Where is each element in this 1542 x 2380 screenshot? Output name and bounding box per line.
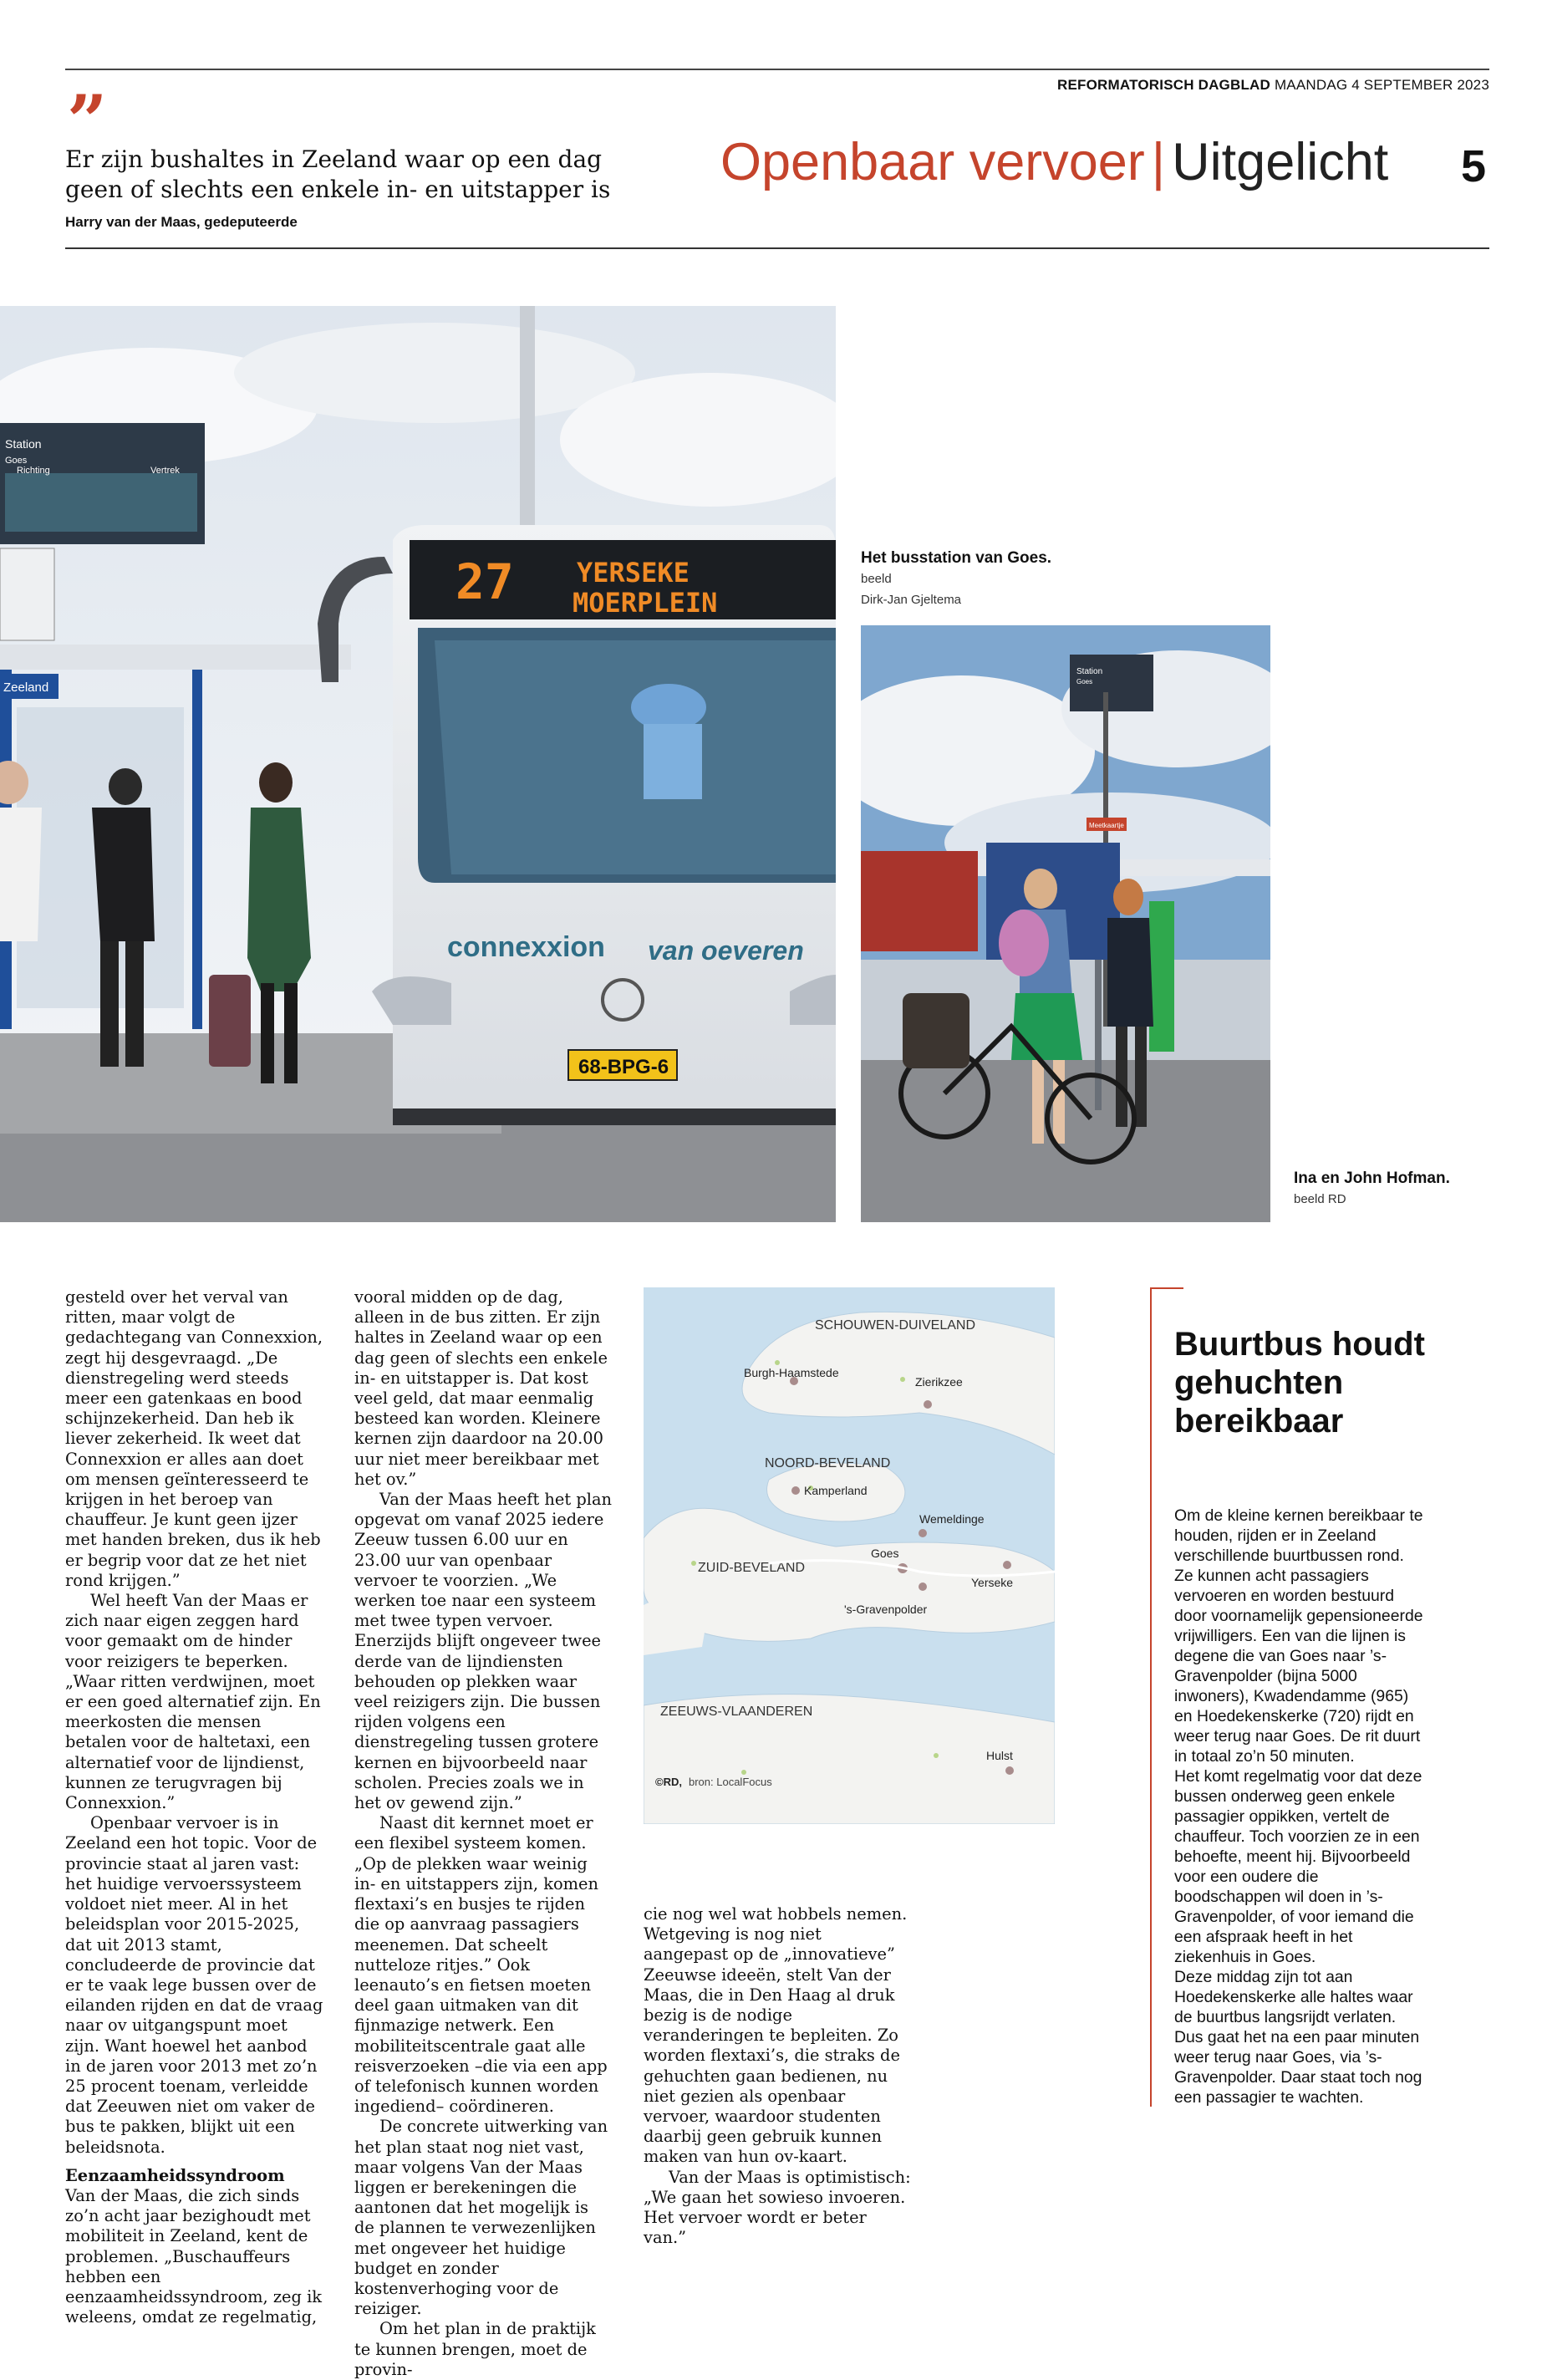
pull-quote: Er zijn bushaltes in Zeeland waar op een dag geen of slechts een enkele in- en uitstapper is [65,145,611,203]
map-place-label: Hulst [986,1749,1013,1762]
sidebar-title: Buurtbus houdt gehuchten bereikbaar [1174,1326,1425,1440]
masthead-paper: REFORMATORISCH DAGBLAD [1057,77,1270,93]
photo-hofman [861,625,1270,1222]
page-number: 5 [1461,141,1487,191]
side-board-sub: Goes [1076,678,1093,685]
article-subheading: Eenzaamheidssyndroom [65,2165,285,2185]
license-plate: 68-BPG-6 [578,1056,669,1078]
section-sub: Uitgelicht [1172,133,1389,191]
bus-destination-1: YERSEKE [577,557,690,589]
caption-bus-station-credit: Dirk-Jan Gjeltema [861,593,962,607]
side-small-sign: Meetkaartje [1089,822,1124,829]
map-region-label: NOORD-BEVELAND [765,1456,891,1470]
zeeland-map [644,1287,1055,1824]
quote-mark-icon: ” [67,79,108,162]
map-credit: bron: LocalFocus [689,1776,772,1788]
map-region-label: SCHOUWEN-DUIVELAND [815,1318,976,1333]
map-place-label: Burgh-Haamstede [744,1366,839,1379]
article-paragraph: De concrete uitwerking van het plan staat nog niet vast, maar volgens Van der Maas liggen er berekeningen die aantonen dat het mogelijk is de plannen te verwezenlijken met ongeveer het huidige budget en zonder kostenverhoging voor de reiziger. [354,2117,608,2319]
bus-photo-illustration [0,306,836,1222]
bus-destination-2: MOERPLEIN [573,587,718,619]
side-board-station: Station [1076,667,1103,676]
sidebar-accent-bar [1150,1287,1152,2107]
article-paragraph: gesteld over het verval van ritten, maar volgt de gedachtegang van Connexxion, zegt hij desgevraagd. „De dienstregeling werd steeds meer een gatenkaas en bood schijnzekerheid. Dan heb ik liever zekerheid. Ik weet dat Connexxion er alles aan doet om mensen geïnteresseerd te krijgen in het beroep van chauffeur. Je kunt geen ijzer met handen breken, dus ik heb er begrip voor dat ze het niet rond krijgen.” [65,1287,323,1590]
board-col1: Richting [17,466,50,476]
article-paragraph: cie nog wel wat hobbels nemen. Wetgeving is nog niet aangepast op de „innovatieve” Zeeuwse ideeën, stelt Van der Maas, die in Den Haag al druk bezig is de nodige veranderingen te bepleiten. Zo worden flextaxi’s, die straks de gehuchten gaan bedienen, nu niet gezien als openbaar vervoer, waardoor studenten daarbij geen gebruik kunnen maken van hun ov-kaart. [644,1904,908,2167]
board-station: Station [5,437,42,451]
map-region-label: ZEEUWS-VLAANDEREN [660,1705,813,1719]
article-column-3 [644,1904,911,2248]
caption-hofman-credit: beeld RD [1294,1192,1346,1206]
bus-brand-connexxion: connexxion [447,931,605,963]
map-place-label: 's-Gravenpolder [844,1603,928,1616]
board-col2: Vertrek [150,466,180,476]
section-title [720,132,1388,192]
sidebar-paragraph: Het komt regelmatig voor dat deze bussen onderweg geen enkele passagier oppikken, vertelt de chauffeur. Toch voorzien ze in een behoefte, meent hij. Bijvoorbeeld voor een oudere die boodschappen wil doen in ’s-Gravenpolder, of voor iemand die een afspraak heeft in het ziekenhuis in Goes. [1174,1767,1422,1966]
quote-author: Harry van der Maas, gedeputeerde [65,214,298,230]
hofman-photo-illustration [861,625,1270,1222]
map-place-label: Kamperland [804,1484,868,1497]
article-paragraph: Van der Maas, die zich sinds zo’n acht jaar bezighoudt met mobiliteit in Zeeland, kent de problemen. „Buschauffeurs hebben een eenzaamheidssyndroom, zeg ik weleens, omdat ze regelmatig, [65,2185,323,2327]
map-place-label: Goes [871,1547,899,1560]
bus-line-number: 27 [455,553,514,610]
map-place-label: Zierikzee [915,1375,963,1389]
article-column-2 [354,1287,613,2380]
article-paragraph: Om het plan in de praktijk te kunnen brengen, moet de provin- [354,2319,596,2379]
top-rule [65,69,1489,70]
map-credit-bold: ©RD, [655,1776,682,1788]
caption-hofman-title: Ina en John Hofman. [1294,1170,1450,1187]
caption-bus-station-label: beeld [861,572,892,586]
article-paragraph: Wel heeft Van der Maas er zich naar eigen zeggen hard voor gemaakt om de hinder voor reizigers te beperken. „Waar ritten verdwijnen, moet er een goed alternatief zijn. En meerkosten die mensen betalen voor de haltetaxi, een alternatief voor de lijndienst, kunnen ze terugvragen bij Connexxion.” [65,1591,321,1813]
article-paragraph: Naast dit kernnet moet er een flexibel systeem komen. „Op de plekken waar weinig in- en uitstappers zijn, komen flextaxi’s en busjes te rijden die op aanvraag passagiers meenemen. Dat scheelt nutteloze ritjes.” Ook leenauto’s en fietsen moeten deel gaan uitmaken van dit fijnmazige netwerk. Een mobiliteitscentrale gaat alle reisverzoeken –die via een app of telefonisch kunnen worden ingediend– coördineren. [354,1813,608,2117]
article-paragraph: vooral midden op de dag, alleen in de bus zitten. Er zijn haltes in Zeeland waar op een dag geen of slechts een enkele in- en uitstapper is. Dat kost veel geld, dat maar eenmalig besteed kan worden. Kleinere kernen zijn daardoor na 20.00 uur niet meer bereikbaar met het ov.” [354,1287,608,1489]
sidebar-paragraph: Deze middag zijn tot aan Hoedekenskerke alle haltes waar de buurtbus langsrijdt verlaten. Dus gaat het na een paar minuten weer terug naar Goes, via ’s-Gravenpolder. Daar staat toch nog een passagier te wachten. [1174,1968,1422,2107]
map-region-label: ZUID-BEVELAND [698,1561,806,1575]
caption-bus-station [861,548,1078,610]
board-sub: Goes [5,456,28,466]
photo-bus-station [0,306,836,1222]
section-main: Openbaar vervoer [720,133,1145,191]
map-place-label: Yerseke [971,1576,1014,1589]
map-place-label: Wemeldinge [919,1512,985,1526]
zeeland-sign: Zeeland [3,680,49,695]
map-svg [644,1287,1055,1824]
article-paragraph: Van der Maas is optimistisch: „We gaan het sowieso invoeren. Het vervoer wordt er beter van.” [644,2167,911,2248]
masthead-date: MAANDAG 4 SEPTEMBER 2023 [1274,77,1489,93]
header-rule [65,247,1489,249]
article-column-1 [65,1287,324,2327]
bus-brand-oeveren: van oeveren [648,935,804,966]
caption-bus-station-title: Het busstation van Goes. [861,549,1052,567]
article-paragraph: Openbaar vervoer is in Zeeland een hot topic. Voor de provincie staat al jaren vast: het huidige vervoerssysteem voldoet niet meer. Al in het beleidsplan voor 2015-2025, dat uit 2013 stamt, concludeerde de provincie dat er te vaak lege bussen over de eilanden rijden en dat de vraag naar ov uitgangspunt moet zijn. Want hoewel het aanbod in de jaren voor 2013 met zo’n 25 procent toenam, verleidde dat Zeeuwen niet om vaker de bus te pakken, blijkt uit een beleidsnota. [65,1813,323,2157]
sidebar-paragraph: Om de kleine kernen bereikbaar te houden, rijden er in Zeeland verschillende buurtbussen rond. Ze kunnen acht passagiers vervoeren en worden bestuurd door voornamelijk gepensioneerde vrijwilligers. Een van die lijnen is degene die van Goes naar ’s-Gravenpolder (bijna 5000 inwoners), Kwadendamme (965) en Hoedekenskerke (720) rijdt en weer terug naar Goes. De rit duurt in totaal zo’n 50 minuten. [1174,1506,1423,1766]
section-separator: | [1151,133,1166,191]
article-paragraph: Van der Maas heeft het plan opgevat om vanaf 2025 iedere Zeeuw tussen 6.00 uur en 23.00 uur van openbaar vervoer te voorzien. „We werken toe naar een systeem met twee typen vervoer. Enerzijds blijft ongeveer twee derde van de lijndiensten behouden op plekken waar veel reizigers zijn. Die bussen rijden volgens een dienstregeling tussen grotere kernen en bijvoorbeeld naar scholen. Precies zoals we in het ov gewend zijn.” [354,1490,613,1813]
caption-hofman [1294,1169,1494,1210]
sidebar-text [1174,1506,1425,2107]
sidebar-accent-tick [1150,1287,1183,1289]
masthead [919,77,1489,94]
